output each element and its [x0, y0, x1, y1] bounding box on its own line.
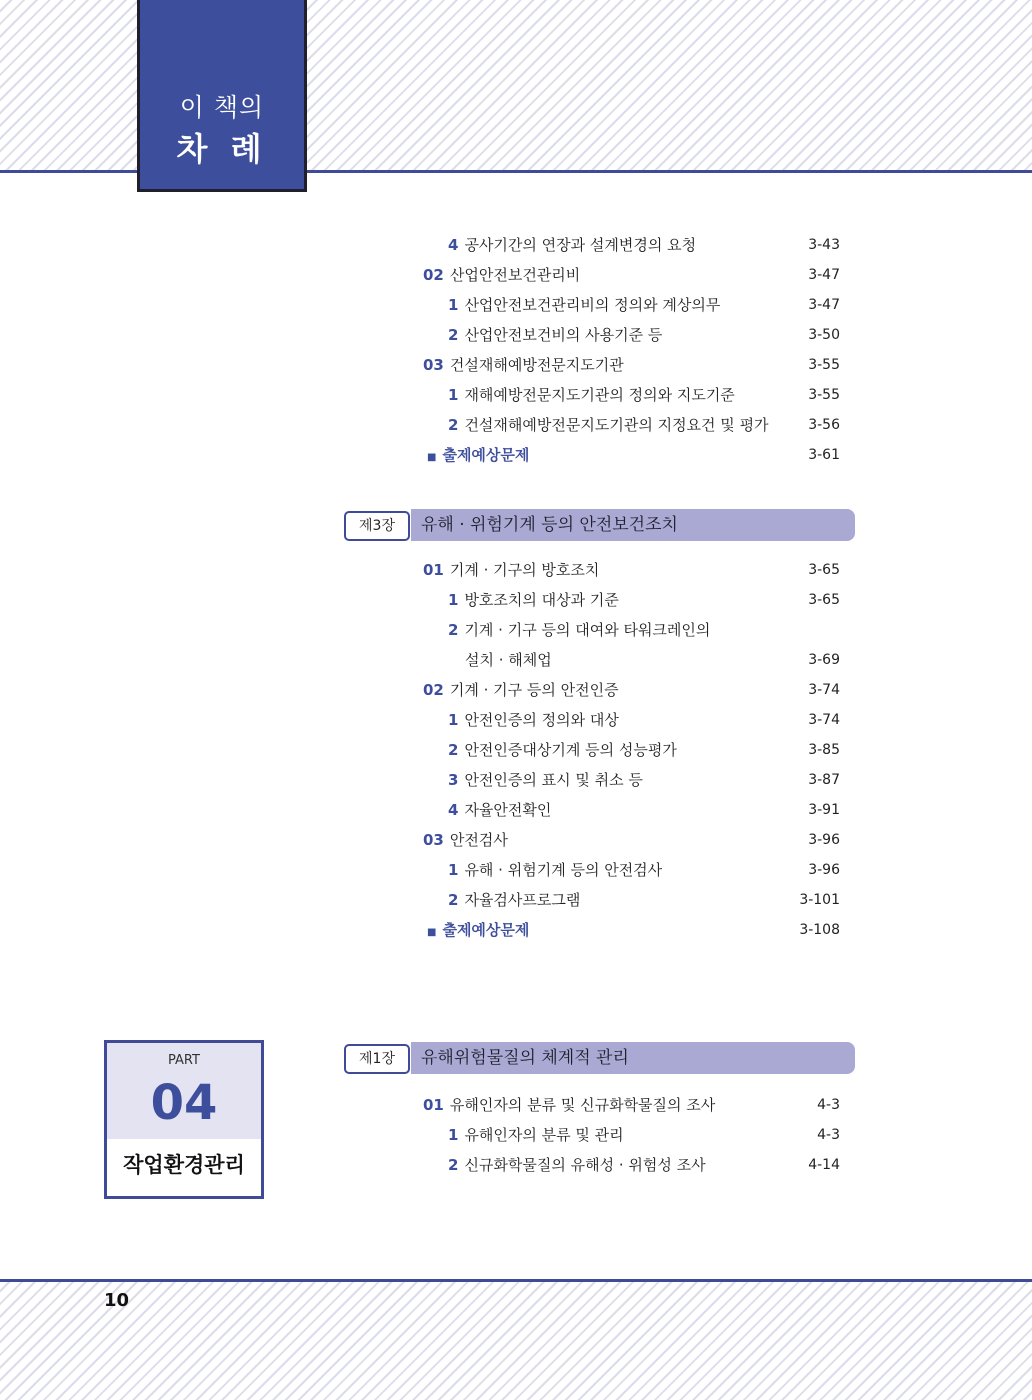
entry-page: 4-3 — [817, 1097, 840, 1113]
toc-exercise-entry[interactable] — [427, 440, 840, 470]
toc-entry[interactable] — [448, 320, 840, 350]
entry-page: 3-101 — [799, 892, 840, 908]
part-number: 04 — [150, 1075, 218, 1131]
entry-page: 3-91 — [808, 802, 840, 818]
toc-subtitle: 이 책의 — [179, 93, 265, 122]
entry-title: 설치 · 해체업 — [465, 651, 552, 669]
part-header-panel — [107, 1043, 261, 1139]
toc-entry[interactable] — [448, 585, 840, 615]
entry-number: 01 — [423, 1096, 444, 1114]
toc-entry[interactable] — [448, 230, 840, 260]
entry-title: 유해인자의 분류 및 신규화학물질의 조사 — [449, 1096, 716, 1114]
entry-page: 3-55 — [808, 387, 840, 403]
toc-entry[interactable] — [448, 855, 840, 885]
square-bullet-icon: ■ — [427, 927, 437, 938]
entry-page: 3-65 — [808, 562, 840, 578]
entry-number: 1 — [448, 591, 459, 609]
entry-number: 2 — [448, 416, 459, 434]
entry-page: 3-65 — [808, 592, 840, 608]
toc-entry[interactable] — [448, 795, 840, 825]
entry-title: 안전인증의 표시 및 취소 등 — [464, 771, 643, 789]
toc-entry[interactable] — [448, 735, 840, 765]
entry-title: 방호조치의 대상과 기준 — [464, 591, 619, 609]
entry-title: 산업안전보건관리비의 정의와 계상의무 — [464, 296, 721, 314]
entry-page: 3-96 — [808, 862, 840, 878]
entry-page: 3-69 — [808, 652, 840, 668]
entry-number: 2 — [448, 1156, 459, 1174]
entry-title: 유해 · 위험기계 등의 안전검사 — [464, 861, 663, 879]
entry-page: 3-50 — [808, 327, 840, 343]
entry-title: 산업안전보건비의 사용기준 등 — [464, 326, 663, 344]
entry-number: 1 — [448, 861, 459, 879]
part-4-box[interactable] — [104, 1040, 264, 1199]
entry-page: 3-43 — [808, 237, 840, 253]
toc-entry[interactable] — [448, 410, 840, 440]
entry-number: 2 — [448, 891, 459, 909]
toc-exercise-entry[interactable] — [427, 915, 840, 945]
entry-number: 4 — [448, 801, 459, 819]
chapter-1-header[interactable] — [344, 1042, 855, 1074]
toc-entry[interactable] — [448, 885, 840, 915]
toc-entry[interactable] — [448, 765, 840, 795]
entry-number: 1 — [448, 1126, 459, 1144]
chapter-3-header[interactable] — [344, 509, 855, 541]
toc-entry[interactable] — [448, 380, 840, 410]
entry-number: 1 — [448, 296, 459, 314]
toc-entry[interactable] — [448, 290, 840, 320]
entry-title: 건설재해예방전문지도기관의 지정요건 및 평가 — [464, 416, 769, 434]
entry-page: 3-56 — [808, 417, 840, 433]
entry-title: 유해인자의 분류 및 관리 — [464, 1126, 624, 1144]
entry-title: 산업안전보건관리비 — [449, 266, 581, 284]
toc-title: 차 례 — [176, 130, 268, 168]
entry-title: 자율안전확인 — [464, 801, 552, 819]
entry-number: 2 — [448, 621, 459, 639]
toc-entry[interactable] — [448, 615, 840, 645]
part-title: 작업환경관리 — [123, 1153, 245, 1177]
entry-page: 3-47 — [808, 297, 840, 313]
entry-title: 출제예상문제 — [442, 446, 530, 464]
chapter-tag: 제1장 — [344, 1044, 410, 1074]
entry-title: 기계 · 기구 등의 안전인증 — [449, 681, 619, 699]
entry-page: 3-74 — [808, 712, 840, 728]
entry-number: 1 — [448, 386, 459, 404]
toc-section-entry[interactable] — [423, 260, 840, 290]
chapter-title: 유해 · 위험기계 등의 안전보건조치 — [411, 509, 855, 541]
entry-page: 4-3 — [817, 1127, 840, 1143]
toc-entry[interactable] — [448, 1150, 840, 1180]
toc-section-entry[interactable] — [423, 350, 840, 380]
entry-page: 3-74 — [808, 682, 840, 698]
entry-title: 건설재해예방전문지도기관 — [449, 356, 624, 374]
entry-number: 03 — [423, 356, 444, 374]
entry-page: 4-14 — [808, 1157, 840, 1173]
page-number: 10 — [104, 1290, 130, 1311]
toc-section-entry[interactable] — [423, 1090, 840, 1120]
entry-title: 기계 · 기구의 방호조치 — [449, 561, 600, 579]
entry-title: 공사기간의 연장과 설계변경의 요청 — [464, 236, 697, 254]
entry-number: 02 — [423, 266, 444, 284]
entry-title: 안전검사 — [449, 831, 508, 849]
entry-page: 3-61 — [808, 447, 840, 463]
entry-title: 신규화학물질의 유해성 · 위험성 조사 — [464, 1156, 706, 1174]
toc-entry[interactable] — [448, 1120, 840, 1150]
entry-page: 3-87 — [808, 772, 840, 788]
chapter-title: 유해위험물질의 체계적 관리 — [411, 1042, 855, 1074]
toc-entry[interactable] — [448, 705, 840, 735]
entry-number: 01 — [423, 561, 444, 579]
entry-number: 3 — [448, 771, 459, 789]
entry-page: 3-108 — [799, 922, 840, 938]
entry-number: 2 — [448, 741, 459, 759]
entry-title: 출제예상문제 — [442, 921, 530, 939]
entry-title: 재해예방전문지도기관의 정의와 지도기준 — [464, 386, 735, 404]
toc-section-entry[interactable] — [423, 675, 840, 705]
entry-title: 안전인증의 정의와 대상 — [464, 711, 619, 729]
entry-number: 02 — [423, 681, 444, 699]
toc-entry-continuation[interactable] — [465, 645, 840, 675]
entry-number: 03 — [423, 831, 444, 849]
entry-title: 기계 · 기구 등의 대여와 타워크레인의 — [464, 621, 711, 639]
entry-page: 3-96 — [808, 832, 840, 848]
part-label: PART — [168, 1053, 200, 1068]
toc-section-entry[interactable] — [423, 825, 840, 855]
entry-number: 4 — [448, 236, 459, 254]
entry-page: 3-85 — [808, 742, 840, 758]
entry-page: 3-47 — [808, 267, 840, 283]
entry-title: 안전인증대상기계 등의 성능평가 — [464, 741, 677, 759]
entry-number: 1 — [448, 711, 459, 729]
entry-number: 2 — [448, 326, 459, 344]
entry-title: 자율검사프로그램 — [464, 891, 581, 909]
entry-page: 3-55 — [808, 357, 840, 373]
chapter-tag: 제3장 — [344, 511, 410, 541]
toc-section-entry[interactable] — [423, 555, 840, 585]
square-bullet-icon: ■ — [427, 452, 437, 463]
